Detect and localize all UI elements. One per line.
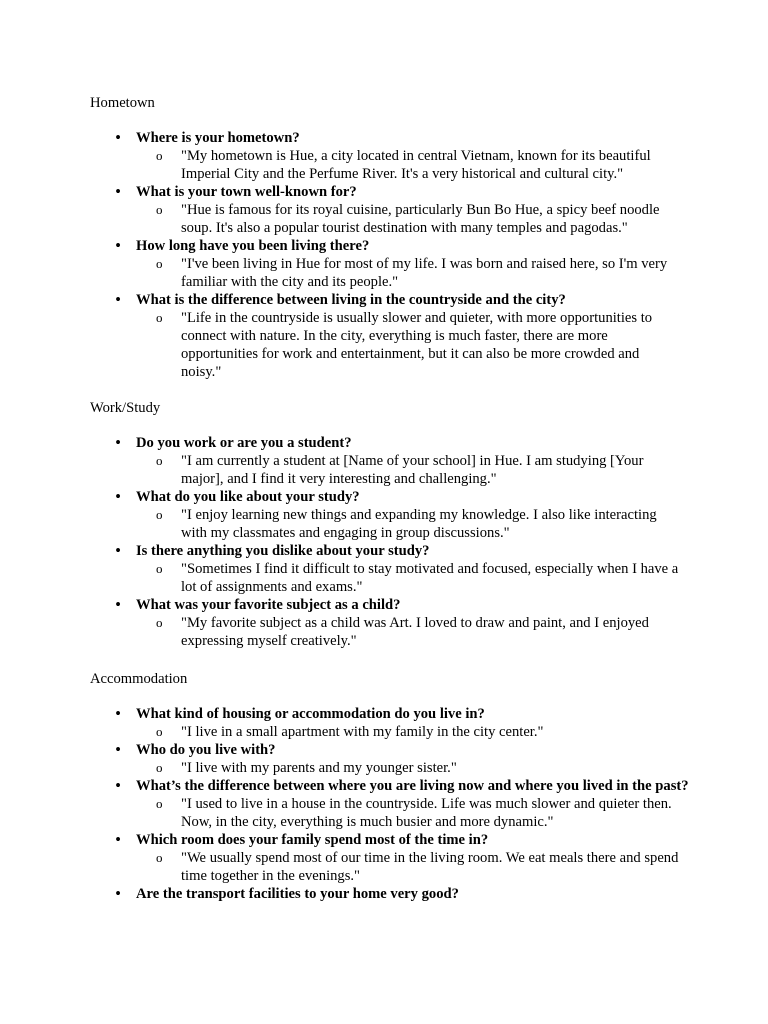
circle-bullet-icon: o — [156, 796, 163, 811]
bullet-icon: • — [115, 292, 121, 308]
question-item — [90, 705, 690, 741]
answer-text: "We usually spend most of our time in the living room. We eat meals there and spend time together in the evenings." — [181, 850, 679, 884]
bullet-icon: • — [115, 742, 121, 758]
question-text: What kind of housing or accommodation do you live in? — [136, 706, 485, 722]
answer-list — [136, 201, 690, 237]
question-item — [90, 885, 690, 903]
question-text: Which room does your family spend most of the time in? — [136, 832, 489, 848]
section-accommodation — [90, 670, 690, 903]
answer-text: "Life in the countryside is usually slower and quieter, with more opportunities to connect with nature. In the city, everything is much faster, there are more opportunities for work and entertainment, but it can also be more crowded and noisy." — [181, 310, 653, 380]
answer-text: "I've been living in Hue for most of my life. I was born and raised here, so I'm very familiar with the city and its people." — [181, 256, 668, 290]
answer-text: "I live in a small apartment with my family in the city center." — [181, 724, 544, 740]
question-text: How long have you been living there? — [136, 238, 370, 254]
question-text: Are the transport facilities to your home very good? — [136, 886, 459, 902]
answer-text: "Hue is famous for its royal cuisine, particularly Bun Bo Hue, a spicy beef noodle soup. It's also a popular tourist destination with many temples and pagodas." — [181, 202, 660, 236]
question-list — [90, 434, 690, 650]
answer-list — [136, 795, 690, 831]
bullet-icon: • — [115, 778, 121, 794]
answer-text: "I live with my parents and my younger sister." — [181, 760, 457, 776]
answer-list — [136, 255, 690, 291]
circle-bullet-icon: o — [156, 561, 163, 576]
question-text: What’s the difference between where you are living now and where you lived in the past? — [136, 778, 689, 794]
answer-list — [136, 452, 690, 488]
bullet-icon: • — [115, 832, 121, 848]
answer-list — [136, 723, 690, 741]
answer-text: "Sometimes I find it difficult to stay motivated and focused, especially when I have a lot of assignments and exams." — [181, 561, 679, 595]
answer-item — [136, 759, 681, 777]
answer-list — [136, 506, 690, 542]
answer-list — [136, 560, 690, 596]
answer-list — [136, 849, 690, 885]
question-text: What is the difference between living in the countryside and the city? — [136, 292, 566, 308]
question-item — [90, 542, 690, 596]
answer-list — [136, 309, 690, 381]
answer-item — [136, 201, 681, 237]
circle-bullet-icon: o — [156, 850, 163, 865]
answer-text: "My hometown is Hue, a city located in central Vietnam, known for its beautiful Imperial City and the Perfume River. It's a very historical and cultural city." — [181, 148, 651, 182]
section-hometown — [90, 94, 690, 381]
circle-bullet-icon: o — [156, 453, 163, 468]
bullet-icon: • — [115, 886, 121, 902]
section-work-study — [90, 399, 690, 650]
answer-list — [136, 759, 690, 777]
section-title: Hometown — [90, 95, 155, 111]
circle-bullet-icon: o — [156, 148, 163, 163]
bullet-icon: • — [115, 130, 121, 146]
question-item — [90, 741, 690, 777]
answer-item — [136, 255, 681, 291]
bullet-icon: • — [115, 435, 121, 451]
question-text: Where is your hometown? — [136, 130, 300, 146]
question-text: What was your favorite subject as a child? — [136, 597, 401, 613]
question-list — [90, 705, 690, 903]
question-item — [90, 291, 690, 381]
circle-bullet-icon: o — [156, 615, 163, 630]
answer-text: "I used to live in a house in the countryside. Life was much slower and quieter then. Now, in the city, everything is much busier and more dynamic." — [181, 796, 672, 830]
circle-bullet-icon: o — [156, 760, 163, 775]
question-item — [90, 237, 690, 291]
question-item — [90, 596, 690, 650]
answer-item — [136, 147, 681, 183]
answer-item — [136, 723, 681, 741]
question-item — [90, 129, 690, 183]
bullet-icon: • — [115, 489, 121, 505]
answer-text: "I am currently a student at [Name of your school] in Hue. I am studying [Your major], and I find it very interesting and challenging." — [181, 453, 644, 487]
question-text: What do you like about your study? — [136, 489, 360, 505]
question-item — [90, 434, 690, 488]
answer-item — [136, 452, 681, 488]
bullet-icon: • — [115, 543, 121, 559]
circle-bullet-icon: o — [156, 724, 163, 739]
answer-item — [136, 560, 681, 596]
question-text: Is there anything you dislike about your study? — [136, 543, 430, 559]
answer-item — [136, 614, 681, 650]
answer-text: "My favorite subject as a child was Art. I loved to draw and paint, and I enjoyed expressing myself creatively." — [181, 615, 649, 649]
answer-item — [136, 309, 681, 381]
section-title: Accommodation — [90, 671, 188, 687]
question-text: Who do you live with? — [136, 742, 276, 758]
answer-item — [136, 849, 681, 885]
section-title: Work/Study — [90, 400, 161, 416]
circle-bullet-icon: o — [156, 256, 163, 271]
question-item — [90, 488, 690, 542]
bullet-icon: • — [115, 184, 121, 200]
answer-list — [136, 614, 690, 650]
circle-bullet-icon: o — [156, 507, 163, 522]
circle-bullet-icon: o — [156, 202, 163, 217]
answer-item — [136, 506, 681, 542]
question-text: Do you work or are you a student? — [136, 435, 352, 451]
question-item — [90, 183, 690, 237]
bullet-icon: • — [115, 238, 121, 254]
answer-list — [136, 147, 690, 183]
question-list — [90, 129, 690, 381]
bullet-icon: • — [115, 597, 121, 613]
question-item — [90, 831, 690, 885]
answer-text: "I enjoy learning new things and expanding my knowledge. I also like interacting with my classmates and engaging in group discussions." — [181, 507, 657, 541]
answer-item — [136, 795, 681, 831]
question-text: What is your town well-known for? — [136, 184, 357, 200]
circle-bullet-icon: o — [156, 310, 163, 325]
bullet-icon: • — [115, 706, 121, 722]
question-item — [90, 777, 690, 831]
